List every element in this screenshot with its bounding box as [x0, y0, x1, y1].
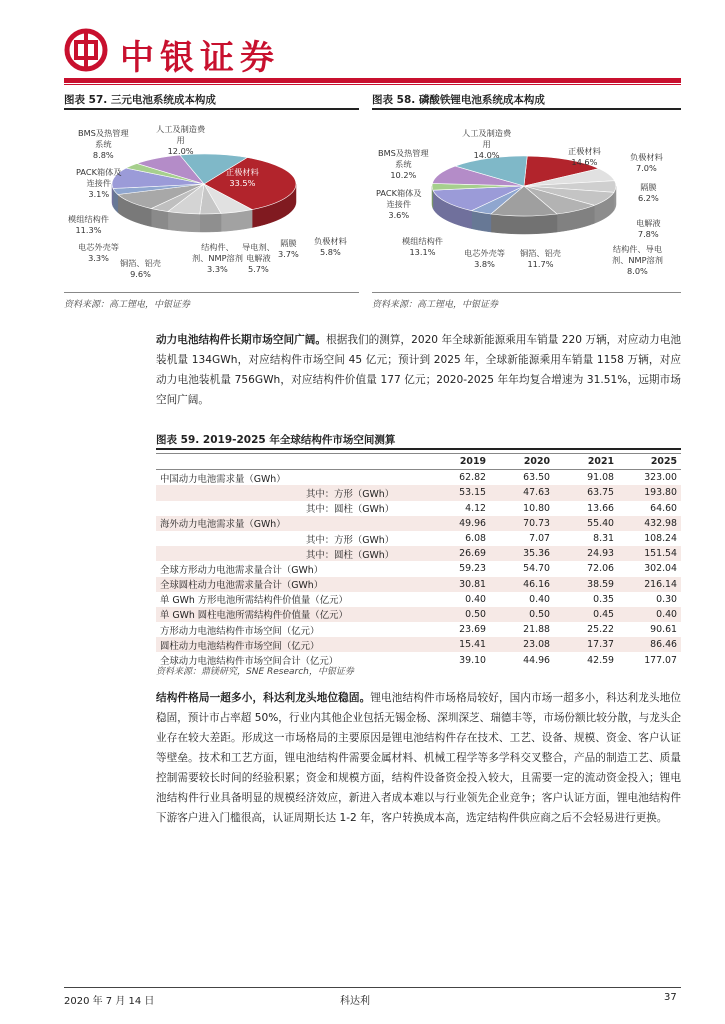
fig57-label-electrolyte: 导电剂、 电解液 5.7% [242, 242, 275, 274]
fig58-label-separator: 隔膜 6.2% [638, 182, 659, 203]
fig59-title-rule [156, 448, 681, 450]
table-cell: 38.59 [554, 577, 618, 592]
row-label: 全球动力电池结构件市场空间合计（亿元） [160, 656, 339, 668]
table-cell: 17.37 [554, 637, 618, 652]
fig57-bottom-rule [64, 292, 359, 293]
table-cell: 0.40 [465, 593, 486, 605]
row-label: 单 GWh 圆柱电池所需结构件价值量（亿元） [156, 607, 426, 622]
table-cell: 13.66 [587, 502, 614, 514]
fig58-title: 图表 58. 磷酸铁锂电池系统成本构成 [372, 94, 545, 106]
table-cell: 47.63 [490, 485, 554, 500]
fig58-label-conductor: 结构件、导电 剂、NMP溶剂 8.0% [612, 244, 663, 276]
table-cell: 90.61 [650, 624, 677, 636]
bank-of-china-logo-icon [64, 28, 108, 72]
footer-page-number: 37 [664, 992, 677, 1003]
table-row [156, 622, 681, 637]
table-cell: 25.22 [587, 624, 614, 636]
header-rule-thin [64, 84, 681, 85]
table-row [156, 531, 681, 546]
fig59-header-row [156, 454, 681, 470]
table-row [156, 501, 681, 516]
table-cell: 432.98 [618, 516, 681, 531]
row-label: 全球方形动力电池需求量合计（GWh） [160, 564, 324, 576]
fig57-label-pack: PACK箱体及 连接件 3.1% [76, 167, 122, 199]
row-label: 圆柱动力电池结构件市场空间（亿元） [156, 637, 426, 652]
table-cell: 151.54 [618, 546, 681, 561]
table-cell: 4.12 [465, 502, 486, 514]
table-cell: 0.30 [656, 593, 677, 605]
table-cell: 323.00 [644, 472, 677, 484]
fig59-header-year: 2021 [554, 454, 618, 470]
paragraph-market-space-lead: 动力电池结构件长期市场空间广阔。 [156, 334, 327, 346]
table-cell: 54.70 [523, 563, 550, 575]
table-cell: 21.88 [523, 624, 550, 636]
paragraph-competition-text: 锂电池结构件市场格局较好，国内市场一超多小，科达利龙头地位稳固，预计市占率超 50%，行业内其他企业包括无锡金杨、深圳深芝、瑞德丰等，市场份额比较分散，与龙头企业存在较大差距。形成这一市场格局的主要原因是锂电池结构件存在技术、工艺、设备、规模、资金、客户认证等壁垒。技术和工艺方面，锂电池结构件需要金属材料、机械工程学等多学科交叉整合，产品的制造工艺、质量控制需要较长时间的经验积累；资金和规模方面，结构件设备资金投入较大，且需要一定的流动资金投入；锂电池结构件行业具备明显的规模经济效应，新进入者成本难以与行业领先企业竞争；客户认证方面，锂电池结构件下游客户进入门槛很高，认证周期长达 1-2 年，客户转换成本高，选定结构件供应商之后不会轻易进行更换。 [156, 692, 682, 824]
table-cell: 26.69 [426, 546, 490, 561]
table-row [156, 607, 681, 622]
row-label: 单 GWh 方形电池所需结构件价值量（亿元） [160, 595, 348, 607]
fig59-header-year: 2019 [426, 454, 490, 470]
footer-date: 2020 年 7 月 14 日 [64, 996, 155, 1007]
table-cell: 91.08 [587, 472, 614, 484]
fig58-label-module: 模组结构件 13.1% [402, 236, 443, 257]
table-cell: 30.81 [426, 577, 490, 592]
fig57-source: 资料来源：高工锂电，中银证券 [64, 300, 191, 310]
header-rule [64, 78, 681, 83]
row-label: 海外动力电池需求量（GWh） [156, 516, 426, 531]
row-label: 其中：方形（GWh） [306, 534, 395, 546]
fig58-slice-side [491, 214, 557, 234]
table-cell: 53.15 [426, 485, 490, 500]
fig58-chart [372, 112, 681, 292]
row-label: 其中：圆柱（GWh） [156, 546, 426, 561]
footer-rule [64, 987, 681, 988]
table-cell: 0.50 [426, 607, 490, 622]
table-cell: 39.10 [459, 654, 486, 666]
table-row [156, 561, 681, 576]
paragraph-competition [156, 688, 681, 828]
table-cell: 59.23 [459, 563, 486, 575]
table-cell: 6.08 [465, 533, 486, 545]
fig57-slice-side [168, 212, 200, 232]
fig59-source: 资料来源：鼎镁研究，SNE Research，中银证券 [156, 667, 354, 677]
fig58-title-rule [372, 108, 681, 110]
table-cell: 24.93 [554, 546, 618, 561]
fig57-title: 图表 57. 三元电池系统成本构成 [64, 94, 216, 106]
table-cell: 0.40 [618, 607, 681, 622]
fig58-source: 资料来源：高工锂电，中银证券 [372, 300, 499, 310]
fig58-label-labor: 人工及制造费 用 14.0% [462, 128, 512, 160]
table-cell: 108.24 [644, 533, 677, 545]
fig58-label-anode: 负极材料 7.0% [630, 152, 663, 173]
table-cell: 23.69 [459, 624, 486, 636]
table-row [156, 592, 681, 607]
table-row [156, 470, 681, 486]
table-row [156, 577, 681, 592]
fig57-label-anode: 负极材料 5.8% [314, 236, 347, 257]
row-label: 中国动力电池需求量（GWh） [160, 473, 286, 485]
fig59-header-year: 2025 [618, 454, 681, 470]
fig59-table [156, 453, 681, 668]
fig58-label-cathode: 正极材料 14.6% [568, 146, 601, 167]
table-row [156, 546, 681, 561]
fig57-label-separator: 隔膜 3.7% [278, 238, 299, 259]
table-row [156, 516, 681, 531]
table-cell: 64.60 [650, 502, 677, 514]
table-cell: 42.59 [587, 654, 614, 666]
table-cell: 193.80 [618, 485, 681, 500]
table-cell: 7.07 [529, 533, 550, 545]
table-cell: 44.96 [523, 654, 550, 666]
footer-company: 科达利 [340, 996, 370, 1007]
table-cell: 23.08 [490, 637, 554, 652]
table-cell: 15.41 [426, 637, 490, 652]
fig57-slice-side [151, 209, 168, 230]
row-label: 其中：圆柱（GWh） [306, 504, 395, 516]
table-cell: 0.45 [554, 607, 618, 622]
fig58-label-bms: BMS及热管理 系统 10.2% [378, 148, 429, 180]
fig58-label-pack: PACK箱体及 连接件 3.6% [376, 188, 422, 220]
fig57-label-labor: 人工及制造费 用 12.0% [156, 124, 206, 156]
fig57-title-rule [64, 108, 359, 110]
table-cell: 0.35 [593, 593, 614, 605]
table-cell: 63.50 [523, 472, 550, 484]
row-label: 方形动力电池结构件市场空间（亿元） [160, 625, 320, 637]
fig59-table-wrap [156, 453, 681, 668]
table-row [156, 485, 681, 500]
table-cell: 0.50 [490, 607, 554, 622]
fig58-label-copper: 铜箔、铝壳 11.7% [520, 248, 561, 269]
fig57-chart [64, 112, 359, 292]
paragraph-market-space [156, 330, 681, 410]
table-cell: 177.07 [644, 654, 677, 666]
brand-name: 中银证券 [120, 38, 280, 78]
fig57-slice-side [200, 213, 221, 232]
table-cell: 8.31 [593, 533, 614, 545]
table-cell: 46.16 [490, 577, 554, 592]
table-cell: 62.82 [459, 472, 486, 484]
table-cell: 49.96 [426, 516, 490, 531]
table-cell: 55.40 [554, 516, 618, 531]
paragraph-competition-lead: 结构件格局一超多小，科达利龙头地位稳固。 [156, 692, 371, 704]
header-logo [64, 28, 664, 76]
fig58-label-cell: 电芯外壳等 3.8% [464, 248, 505, 269]
table-cell: 0.40 [529, 593, 550, 605]
table-row [156, 637, 681, 652]
fig57-label-cell: 电芯外壳等 3.3% [78, 242, 119, 263]
table-cell: 35.36 [490, 546, 554, 561]
table-cell: 70.73 [490, 516, 554, 531]
table-cell: 86.46 [618, 637, 681, 652]
fig57-label-bms: BMS及热管理 系统 8.8% [78, 128, 129, 160]
row-label: 全球圆柱动力电池需求量合计（GWh） [156, 577, 426, 592]
fig59-title: 图表 59. 2019-2025 年全球结构件市场空间测算 [156, 434, 396, 446]
row-label: 其中：方形（GWh） [156, 485, 426, 500]
table-cell: 216.14 [618, 577, 681, 592]
table-cell: 72.06 [587, 563, 614, 575]
fig58-bottom-rule [372, 292, 681, 293]
fig57-label-cathode: 正极材料 33.5% [226, 167, 259, 188]
paragraph-market-space-text: 根据我们的测算，2020 年全球新能源乘用车销量 220 万辆，对应动力电池装机量 134GWh，对应结构件市场空间 45 亿元；预计到 2025 年，全球新能源乘用车销量 1158 万辆，对应动力电池装机量 756GWh，对应结构件价值量 177 亿元；2020-2025 年年均复合增速为 31.51%，远期市场空间广阔。 [156, 334, 682, 406]
fig59-header-blank [156, 454, 426, 470]
fig59-header-year: 2020 [490, 454, 554, 470]
table-cell: 10.80 [523, 502, 550, 514]
fig57-label-module: 模组结构件 11.3% [68, 214, 109, 235]
fig58-label-electrolyte: 电解液 7.8% [636, 218, 661, 239]
table-cell: 63.75 [554, 485, 618, 500]
fig57-label-conductor: 结构件、 剂、NMP溶剂 3.3% [192, 242, 243, 274]
fig57-label-copper: 铜箔、铝壳 9.6% [120, 258, 161, 279]
table-cell: 302.04 [644, 563, 677, 575]
